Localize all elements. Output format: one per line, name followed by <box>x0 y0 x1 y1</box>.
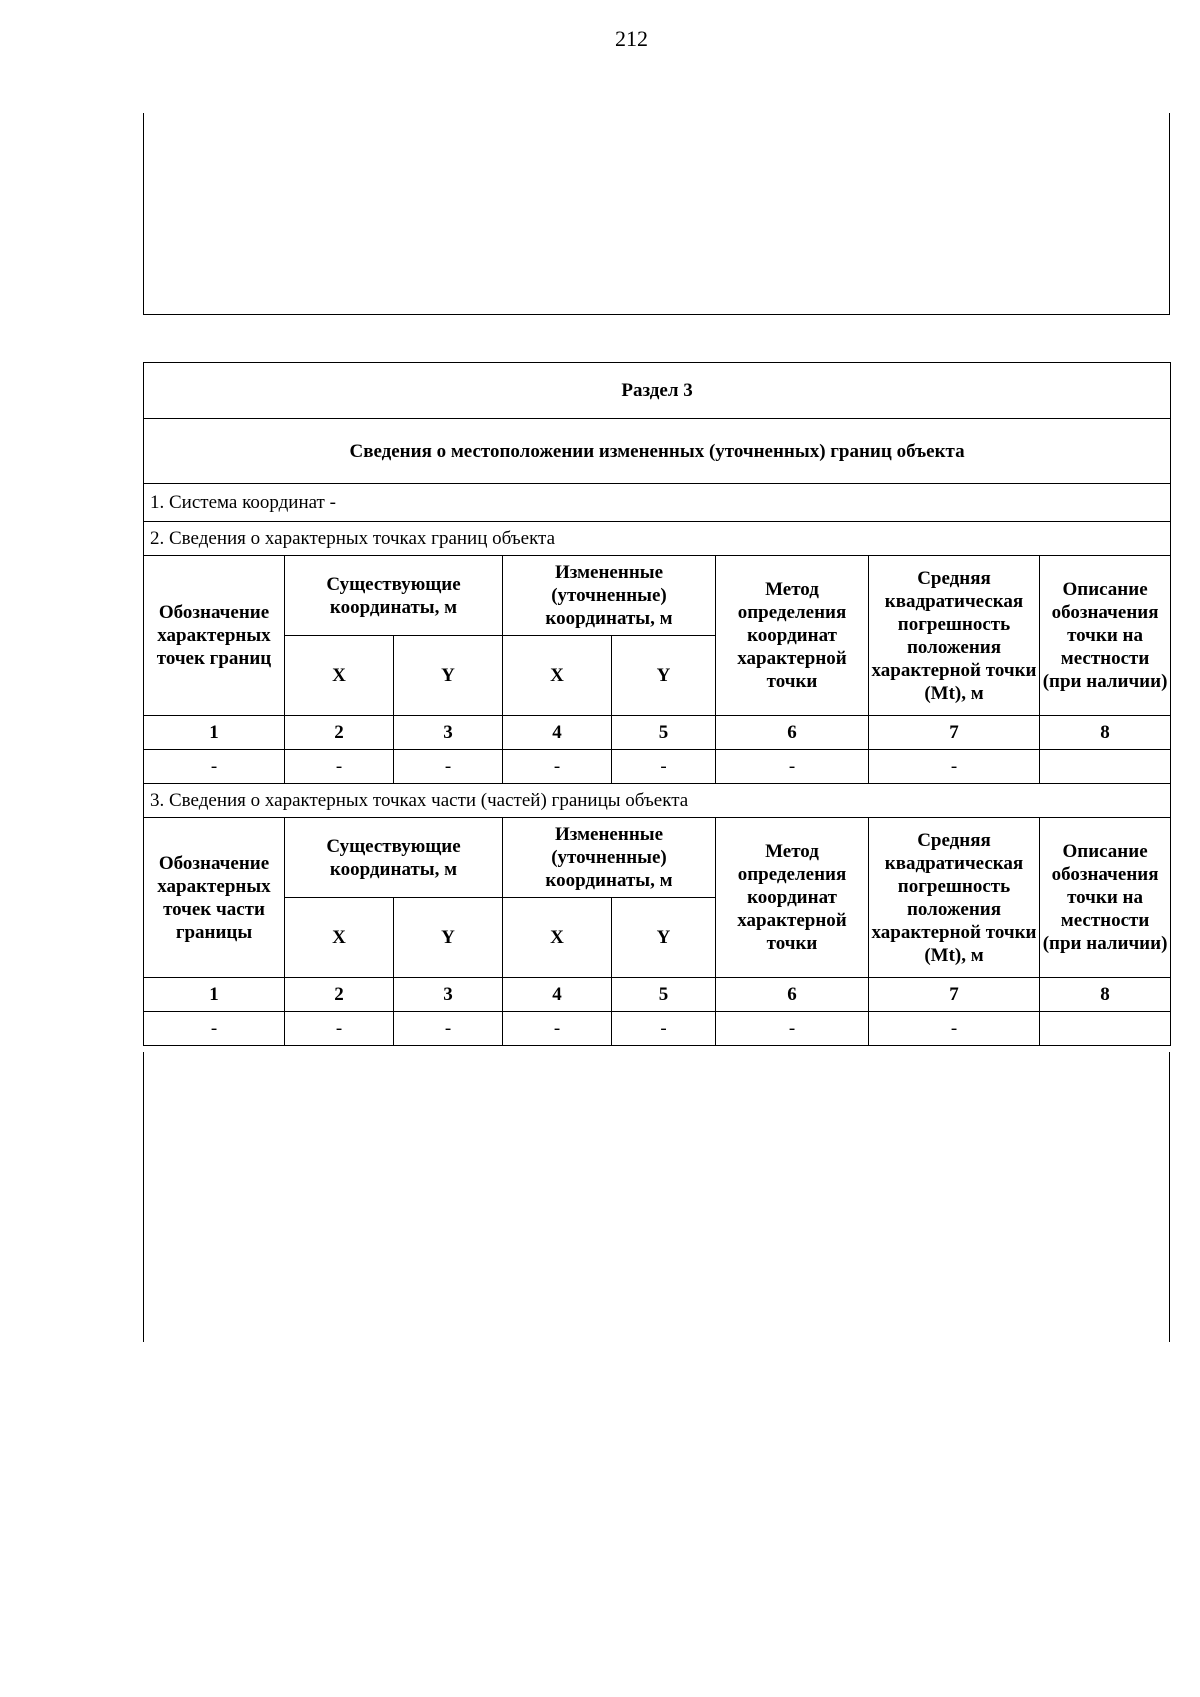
t2-col-changed: Измененные (уточненные) координаты, м <box>503 818 716 898</box>
t1-cell: - <box>285 750 394 784</box>
t2-num: 6 <box>716 978 869 1012</box>
t2-cell: - <box>285 1012 394 1046</box>
part3-title: 3. Сведения о характерных точках части (частей) границы объекта <box>144 784 1171 818</box>
t2-num: 5 <box>612 978 716 1012</box>
t2-cell: - <box>144 1012 285 1046</box>
t2-num: 8 <box>1040 978 1171 1012</box>
t2-cell: - <box>503 1012 612 1046</box>
t1-data-row <box>144 750 1171 784</box>
t2-data-row <box>144 1012 1171 1046</box>
t2-x-changed: X <box>503 898 612 978</box>
section-title: Раздел 3 <box>144 363 1171 419</box>
t1-x-existing: X <box>285 636 394 716</box>
t2-y-existing: Y <box>394 898 503 978</box>
t1-num: 5 <box>612 716 716 750</box>
t1-number-row <box>144 716 1171 750</box>
t1-num: 4 <box>503 716 612 750</box>
t1-num: 3 <box>394 716 503 750</box>
t1-cell <box>1040 750 1171 784</box>
t1-cell: - <box>503 750 612 784</box>
t1-col-error: Средняя квадратическая погрешность положения характерной точки (Mt), м <box>869 556 1040 716</box>
part2-title: 2. Сведения о характерных точках границ объекта <box>144 522 1171 556</box>
t2-num: 7 <box>869 978 1040 1012</box>
t1-num: 2 <box>285 716 394 750</box>
t1-num: 8 <box>1040 716 1171 750</box>
t1-col-existing: Существующие координаты, м <box>285 556 503 636</box>
t2-col-error: Средняя квадратическая погрешность положения характерной точки (Mt), м <box>869 818 1040 978</box>
t1-col-designation: Обозначение характерных точек границ <box>144 556 285 716</box>
t1-num: 6 <box>716 716 869 750</box>
t2-cell <box>1040 1012 1171 1046</box>
t2-col-method: Метод определения координат характерной точки <box>716 818 869 978</box>
t2-num: 1 <box>144 978 285 1012</box>
t1-cell: - <box>869 750 1040 784</box>
t1-col-changed: Измененные (уточненные) координаты, м <box>503 556 716 636</box>
t2-num: 2 <box>285 978 394 1012</box>
section-table <box>143 362 1171 1046</box>
t2-y-changed: Y <box>612 898 716 978</box>
t1-num: 7 <box>869 716 1040 750</box>
t2-number-row <box>144 978 1171 1012</box>
page-number: 212 <box>615 26 648 51</box>
t2-x-existing: X <box>285 898 394 978</box>
t1-cell: - <box>612 750 716 784</box>
t2-num: 4 <box>503 978 612 1012</box>
t1-cell: - <box>716 750 869 784</box>
t1-cell: - <box>144 750 285 784</box>
section-subtitle: Сведения о местоположении измененных (уточненных) границ объекта <box>144 419 1171 484</box>
t2-cell: - <box>394 1012 503 1046</box>
top-frame <box>143 113 1170 315</box>
coord-system: 1. Система координат - <box>144 484 1171 522</box>
t2-num: 3 <box>394 978 503 1012</box>
t2-col-existing: Существующие координаты, м <box>285 818 503 898</box>
t2-cell: - <box>612 1012 716 1046</box>
t1-num: 1 <box>144 716 285 750</box>
t1-y-existing: Y <box>394 636 503 716</box>
t2-col-description: Описание обозначения точки на местности (при наличии) <box>1040 818 1171 978</box>
t1-col-method: Метод определения координат характерной точки <box>716 556 869 716</box>
t1-y-changed: Y <box>612 636 716 716</box>
t2-col-designation: Обозначение характерных точек части границы <box>144 818 285 978</box>
t1-x-changed: X <box>503 636 612 716</box>
t1-col-description: Описание обозначения точки на местности (при наличии) <box>1040 556 1171 716</box>
t2-cell: - <box>716 1012 869 1046</box>
t2-cell: - <box>869 1012 1040 1046</box>
lower-frame <box>143 1052 1170 1342</box>
t1-cell: - <box>394 750 503 784</box>
